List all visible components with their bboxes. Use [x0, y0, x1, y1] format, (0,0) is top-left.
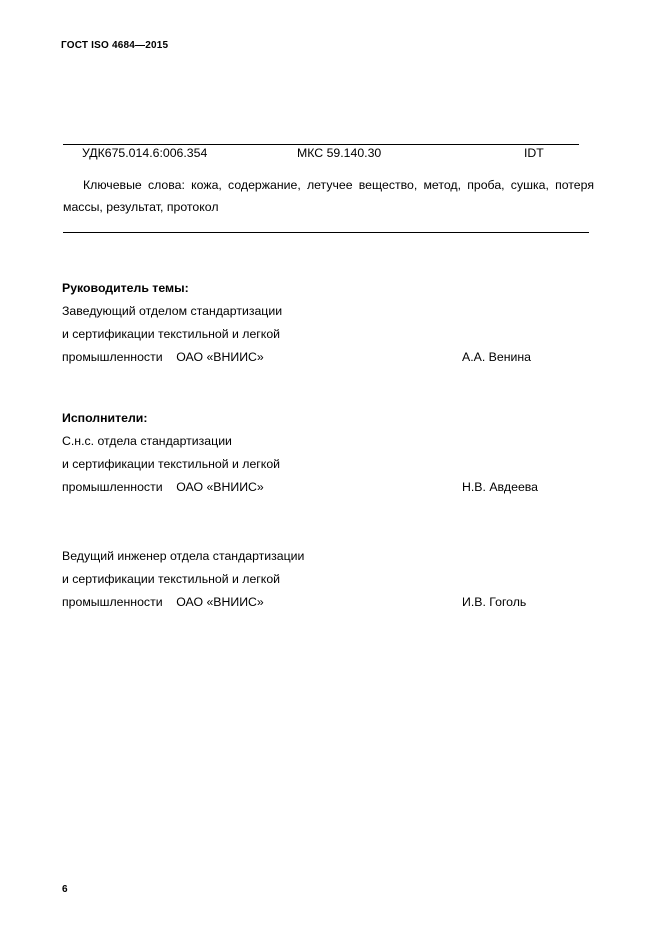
executor2-name: И.В. Гоголь: [462, 595, 527, 609]
executor1-position-line2: и сертификации текстильной и легкой: [62, 457, 281, 471]
leader-position-line1: Заведующий отделом стандартизации: [62, 304, 283, 318]
executors-heading: Исполнители:: [62, 411, 148, 425]
document-header: ГОСТ ISO 4684—2015: [61, 40, 169, 51]
executor1-position-line3: промышленности ОАО «ВНИИС»: [62, 480, 264, 494]
keywords-paragraph: Ключевые слова: кожа, содержание, летучее вещество, метод, проба, сушка, потеря массы, результат, протокол: [63, 178, 594, 214]
page-number: 6: [62, 884, 68, 895]
leader-name: А.А. Венина: [462, 350, 531, 364]
leader-heading: Руководитель темы:: [62, 281, 189, 295]
executor2-position-line2: и сертификации текстильной и легкой: [62, 572, 281, 586]
executor1-position-line1: С.н.с. отдела стандартизации: [62, 434, 232, 448]
top-divider: [63, 144, 579, 145]
leader-position-line2: и сертификации текстильной и легкой: [62, 327, 281, 341]
executor2-position-line3: промышленности ОАО «ВНИИС»: [62, 595, 264, 609]
idt-label: IDT: [524, 146, 544, 160]
bottom-divider: [63, 232, 589, 233]
udk-code: УДК675.014.6:006.354: [82, 146, 208, 160]
executor2-position-line1: Ведущий инженер отдела стандартизации: [62, 549, 305, 563]
executor1-name: Н.В. Авдеева: [462, 480, 539, 494]
leader-position-line3: промышленности ОАО «ВНИИС»: [62, 350, 264, 364]
mks-code: МКС 59.140.30: [297, 146, 382, 160]
